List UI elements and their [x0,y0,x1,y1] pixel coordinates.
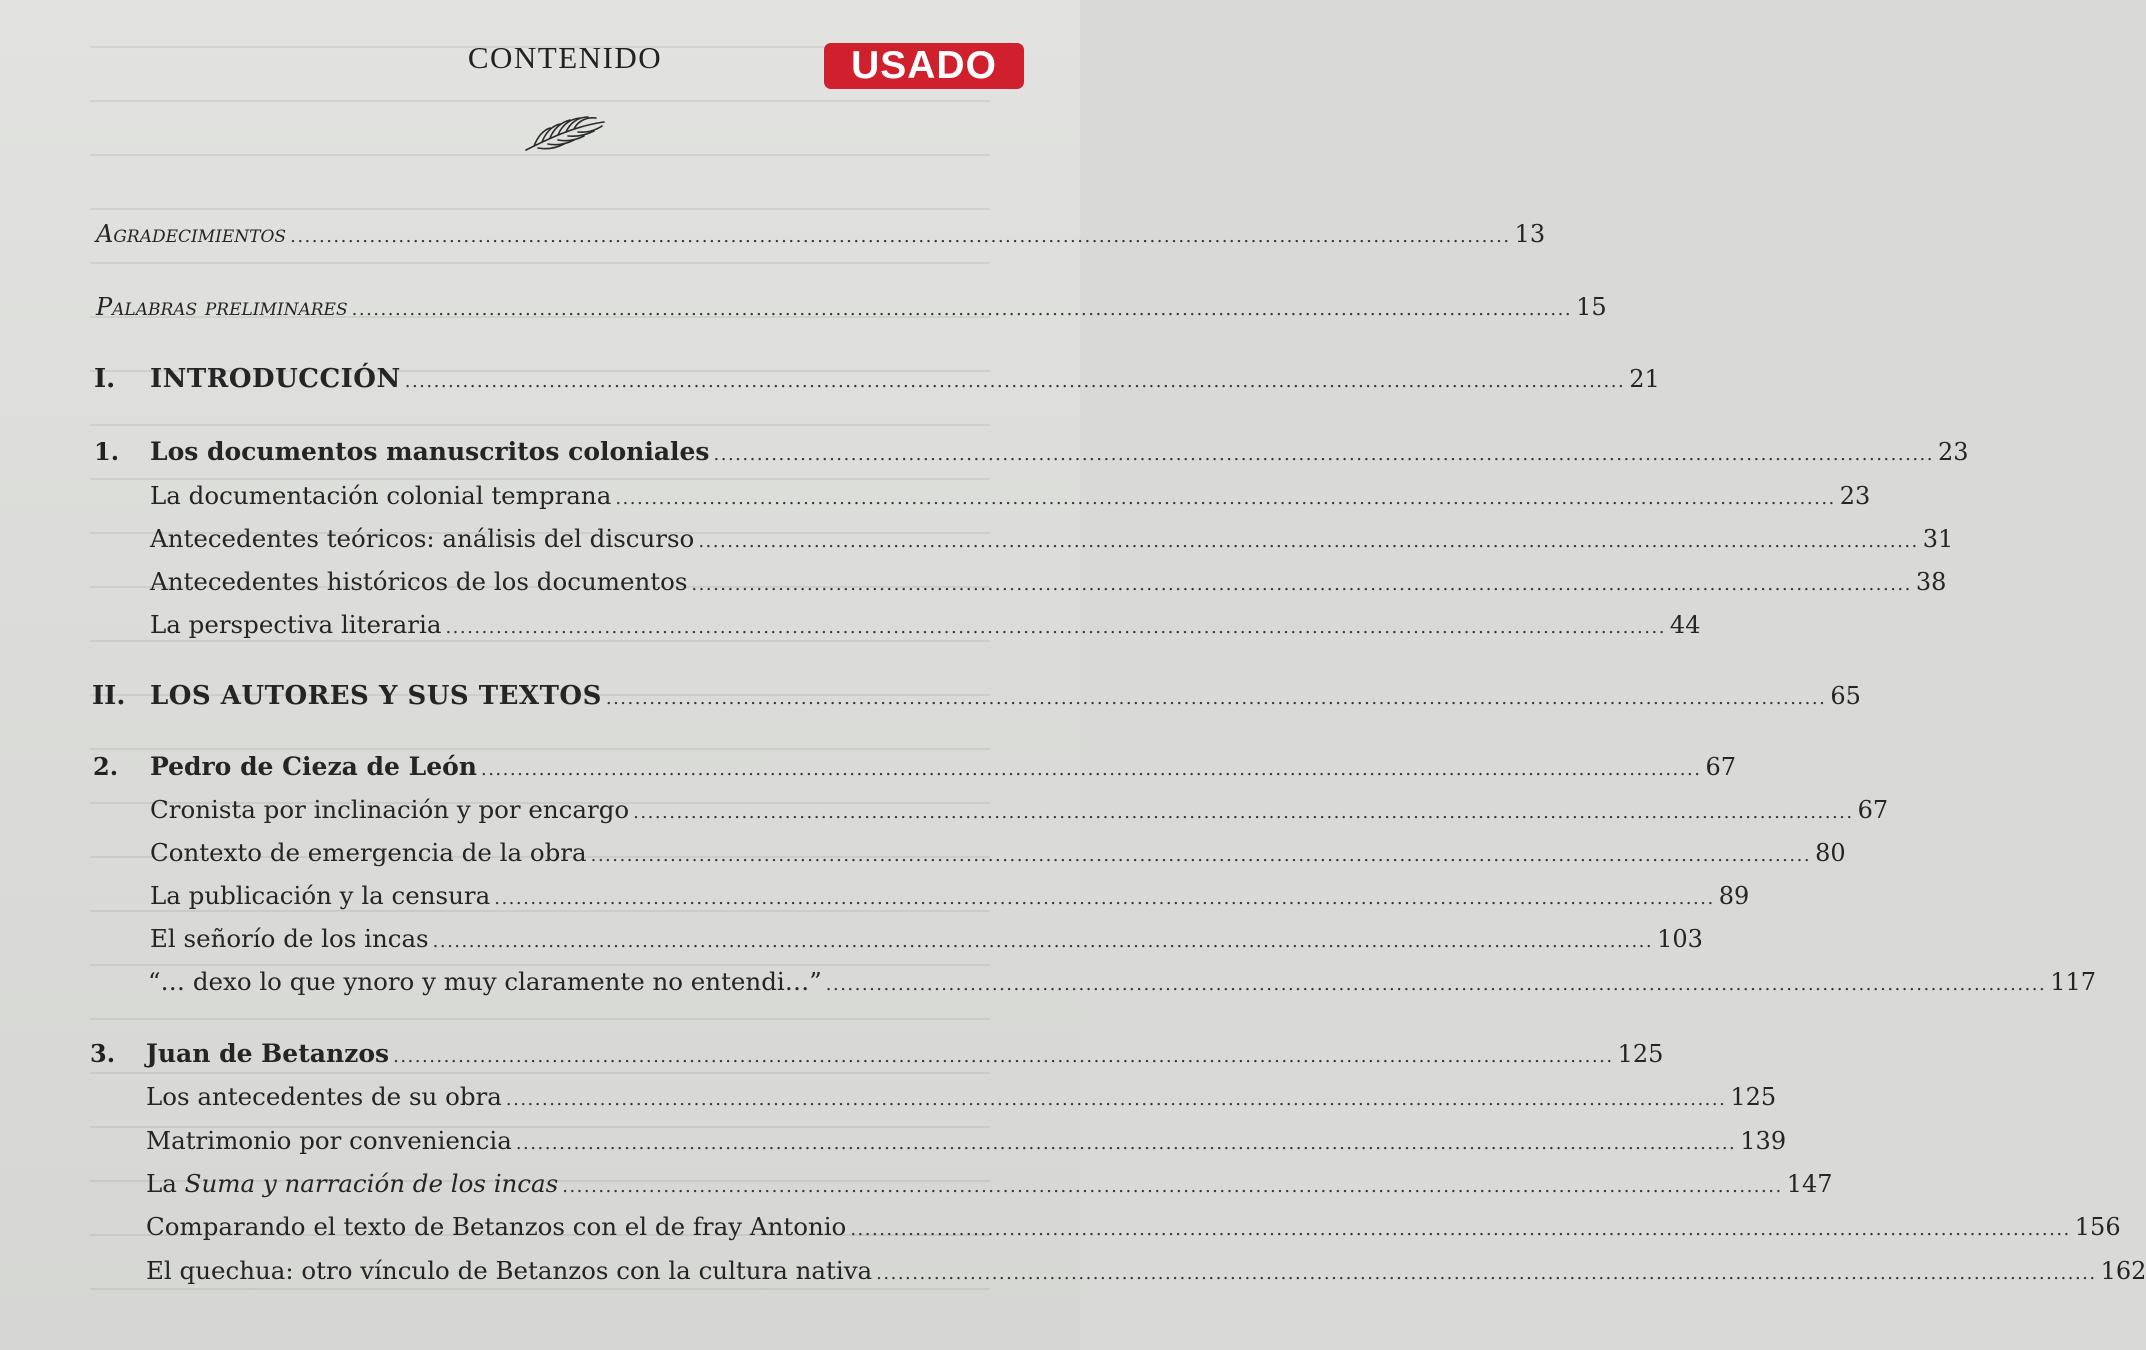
toc-section-title [146,1169,558,1198]
toc-section[interactable] [0,1256,2146,1296]
chapter-number: 2. [93,752,119,781]
toc-chapter-2[interactable] [0,752,1736,792]
toc-page-number: 117 [2050,968,2097,996]
toc-page-number: 103 [1657,925,1703,953]
part-number: II. [92,681,126,711]
toc-section[interactable] [0,881,1750,921]
toc-page-number: 125 [1730,1083,1777,1111]
toc-page-number: 23 [1839,482,1871,510]
toc-section[interactable] [0,838,1846,878]
leader-dots: ......................................................................................................................................................................... [615,488,1836,509]
leader-dots: ......................................................................................................................................................................... [698,531,1919,552]
leader-dots: ......................................................................................................................................................................... [432,931,1654,952]
toc-page-number: 162 [2100,1257,2146,1285]
toc-page-number: 80 [1815,839,1846,867]
toc-entry-title: Palabras preliminares [96,293,348,321]
toc-page-number: 139 [1740,1127,1787,1155]
toc-page-number: 15 [1576,293,1607,321]
toc-page-number: 156 [2074,1213,2121,1241]
leader-dots: ......................................................................................................................................................................... [850,1219,2071,1240]
toc-section-title: Comparando el texto de Betanzos con el de fray Antonio [146,1212,847,1241]
toc-entry-preliminary-words[interactable] [0,293,1607,333]
leader-dots: ......................................................................................................................................................................... [562,1176,1783,1197]
leader-dots: ......................................................................................................................................................................... [713,444,1934,465]
toc-part-title: INTRODUCCIÓN [150,364,401,394]
leader-dots: ......................................................................................................................................................................... [445,617,1666,638]
toc-section[interactable] [0,967,2097,1007]
toc-section[interactable] [0,481,1871,521]
leader-dots: ......................................................................................................................................................................... [480,759,1702,780]
toc-chapter-title: Los documentos manuscritos coloniales [150,437,710,466]
leader-dots: ......................................................................................................................................................................... [590,845,1812,866]
toc-entry-acknowledgements[interactable] [0,220,1546,260]
leader-dots: ......................................................................................................................................................................... [605,688,1827,709]
toc-section[interactable] [0,1169,1833,1209]
toc-section-title: Los antecedentes de su obra [146,1082,502,1111]
toc-section-title-prefix: La [146,1169,185,1198]
toc-section-title: “… dexo lo que ynoro y muy claramente no entendi…” [148,967,822,996]
used-badge: USADO [824,43,1024,89]
leader-dots: ......................................................................................................................................................................... [404,371,1626,392]
toc-page-number: 67 [1857,796,1889,824]
toc-section-title: Contexto de emergencia de la obra [150,838,587,867]
toc-part-title: LOS AUTORES Y SUS TEXTOS [150,681,602,711]
toc-section-title: La documentación colonial temprana [150,481,612,510]
leader-dots: ......................................................................................................................................................................... [825,974,2047,995]
toc-chapter-title: Juan de Betanzos [146,1039,390,1068]
toc-entry-title: Agradecimientos [96,220,287,248]
toc-chapter-title: Pedro de Cieza de León [150,752,477,781]
toc-page-number: 44 [1669,611,1701,639]
toc-page-number: 21 [1629,365,1660,393]
toc-section[interactable] [0,610,1701,650]
toc-page-number: 23 [1937,438,1969,466]
toc-section[interactable] [0,524,1954,564]
toc-section[interactable] [0,567,1947,607]
toc-page-number: 89 [1718,882,1750,910]
toc-page-number: 13 [1514,220,1546,248]
leader-dots: ......................................................................................................................................................................... [393,1046,1614,1067]
page-title: CONTENIDO [467,40,663,75]
toc-section-title: Cronista por inclinación y por encargo [150,795,630,824]
toc-part-2[interactable] [0,681,1861,721]
toc-section-title: La perspectiva literaria [150,610,442,639]
part-number: I. [94,364,116,394]
leader-dots: ......................................................................................................................................................................... [290,226,1511,247]
toc-section-title: El señorío de los incas [150,924,429,953]
toc-page-number: 65 [1830,682,1861,710]
toc-section-title: La publicación y la censura [150,881,491,910]
leader-dots: ......................................................................................................................................................................... [876,1263,2097,1284]
toc-chapter-1[interactable] [0,437,1969,477]
toc-section[interactable] [0,1082,1777,1122]
leader-dots: ......................................................................................................................................................................... [505,1089,1727,1110]
chapter-number: 3. [90,1039,116,1068]
leader-dots: ......................................................................................................................................................................... [515,1133,1737,1154]
toc-page-number: 67 [1705,753,1736,781]
toc-section-title: Antecedentes teóricos: análisis del discurso [150,524,695,553]
toc-section-title: Matrimonio por conveniencia [146,1126,512,1155]
toc-page-number: 38 [1915,568,1947,596]
toc-page-number: 125 [1617,1040,1664,1068]
toc-section[interactable] [0,1212,2121,1252]
leader-dots: ......................................................................................................................................................................... [351,299,1573,320]
toc-section[interactable] [0,1126,1787,1166]
toc-chapter-3[interactable] [0,1039,1664,1079]
toc-section[interactable] [0,924,1703,964]
leader-dots: ......................................................................................................................................................................... [633,802,1854,823]
toc-section-title: El quechua: otro vínculo de Betanzos con la cultura nativa [146,1256,873,1285]
toc-section-title-italic: Suma y narración de los incas [184,1169,559,1198]
toc-section[interactable] [0,795,1889,835]
toc-page-number: 31 [1922,525,1954,553]
chapter-number: 1. [94,437,120,466]
toc-part-1[interactable] [0,364,1660,404]
leader-dots: ......................................................................................................................................................................... [494,888,1715,909]
feather-ornament-icon [520,108,610,158]
toc-section-title: Antecedentes históricos de los documentos [150,567,688,596]
leader-dots: ......................................................................................................................................................................... [691,574,1912,595]
toc-page-number: 147 [1786,1170,1833,1198]
